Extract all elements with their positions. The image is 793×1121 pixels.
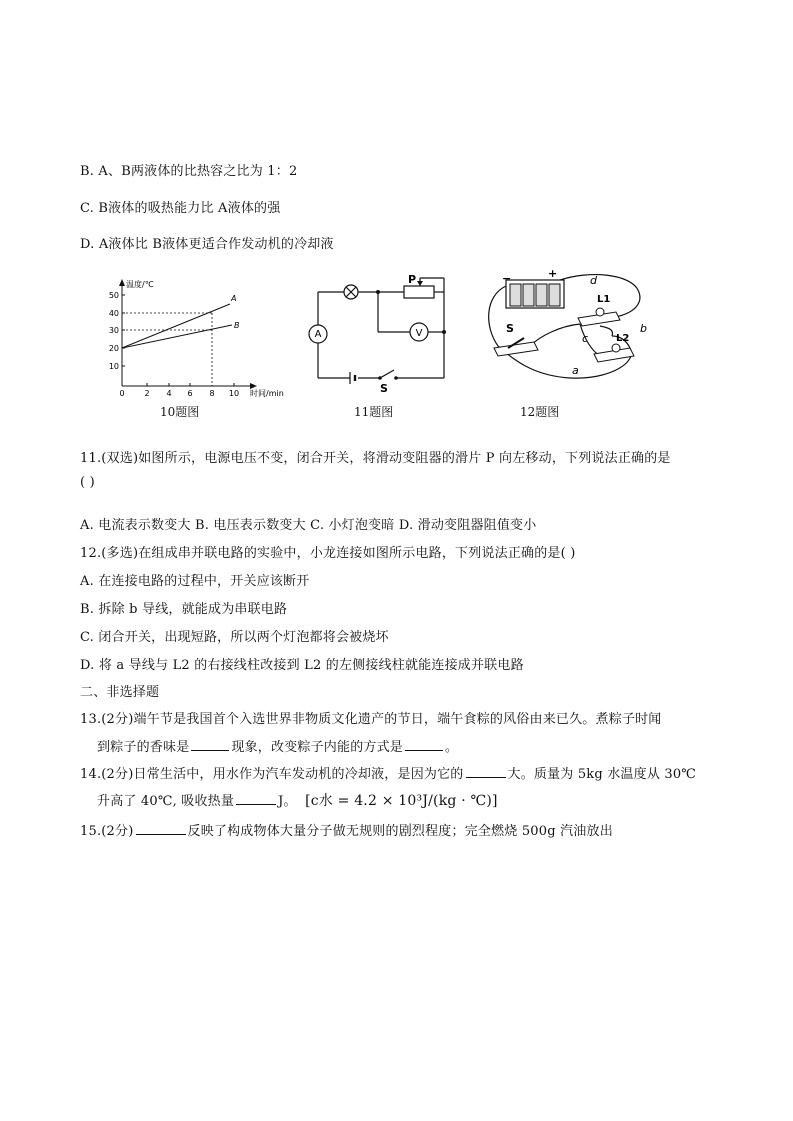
q11-stem: 11.(双选)如图所示，电源电压不变，闭合开关，将滑动变阻器的滑片 P 向左移动，下列说法正确的是 [80, 451, 671, 466]
q10-option-b: B. A、B两液体的比热容之比为 1：2 [80, 164, 298, 179]
line-a [122, 304, 230, 348]
wire-d-label: d [590, 274, 597, 287]
graph-xlabel: 时间/min [250, 389, 284, 398]
caption-11: 11题图 [354, 405, 394, 419]
q14-line2 [97, 790, 498, 810]
wire-c-label: c [582, 332, 589, 345]
q13-line1: 13.(2分)端午节是我国首个入选世界非物质文化遗产的节日，端午食粽的风俗由来已久。煮粽子时闻 [80, 712, 662, 727]
q14-text-3: 升高了 40℃, 吸收热量 [97, 794, 235, 809]
ytick-10: 10 [108, 362, 119, 371]
q12-option-d: D. 将 a 导线与 L2 的右接线柱改接到 L2 的左侧接线柱就能连接成并联电路 [80, 658, 524, 673]
q11-answer-paren: ( ) [80, 475, 95, 490]
q13-text-3: 。 [445, 740, 459, 755]
figure-10-graph [100, 270, 300, 400]
graph-ylabel: 温度/℃ [126, 280, 154, 289]
caption-12: 12题图 [520, 405, 560, 419]
rheostat-p-label: P [408, 273, 417, 286]
q10-option-d: D. A液体比 B液体更适合作发动机的冷却液 [80, 237, 334, 252]
figure-11-circuit [300, 272, 460, 394]
q15-prefix: 15.(2分) [80, 824, 134, 839]
q14-line1 [80, 763, 696, 782]
xtick-0: 0 [119, 389, 125, 398]
xtick-8: 8 [209, 389, 215, 398]
q13-blank-1[interactable] [191, 738, 229, 751]
ytick-30: 30 [108, 326, 119, 335]
switch-s-label: S [380, 382, 388, 394]
xtick-10: 10 [228, 389, 240, 398]
q13-blank-2[interactable] [405, 738, 443, 751]
section-title: 二、非选择题 [80, 685, 160, 700]
xtick-2: 2 [144, 389, 150, 398]
q14-formula: [c水 = 4.2 × 10³J/(kg · ℃)] [305, 793, 498, 809]
ammeter-label: A [314, 329, 322, 340]
q14-text-1: 14.(2分)日常生活中，用水作为汽车发动机的冷却液，是因为它的 [80, 767, 464, 782]
xtick-6: 6 [187, 389, 193, 398]
caption-10: 10题图 [160, 405, 200, 419]
lamp-l1-label: L1 [597, 294, 611, 305]
battery-minus: − [502, 272, 512, 285]
q12-option-b: B. 拆除 b 导线，就能成为串联电路 [80, 602, 288, 617]
ytick-40: 40 [108, 309, 119, 318]
wire-a-label: a [572, 364, 579, 377]
switch-s12-label: S [506, 322, 514, 335]
wire-b-label: b [640, 322, 647, 335]
q13-text-2: 现象，改变粽子内能的方式是 [231, 740, 404, 755]
lamp-l2-label: L2 [616, 333, 630, 344]
q14-text-2: 大。质量为 5kg 水温度从 30℃ [507, 767, 697, 782]
figure-12-circuit [480, 266, 652, 390]
q14-blank-1[interactable] [466, 765, 506, 778]
q12-option-c: C. 闭合开关，出现短路，所以两个灯泡都将会被烧坏 [80, 630, 389, 645]
q13-text-1: 到粽子的香味是 [97, 740, 190, 755]
ytick-20: 20 [108, 344, 119, 353]
ytick-50: 50 [108, 291, 119, 300]
q15-line [80, 820, 613, 839]
xtick-4: 4 [166, 389, 172, 398]
q12-option-a: A. 在连接电路的过程中，开关应该断开 [80, 574, 310, 589]
q14-blank-2[interactable] [236, 792, 276, 805]
line-a-label: A [231, 294, 237, 303]
q15-text: 反映了构成物体大量分子做无规则的剧烈程度；完全燃烧 500g 汽油放出 [187, 824, 613, 839]
q10-option-c: C. B液体的吸热能力比 A液体的强 [80, 201, 281, 216]
q13-line2 [97, 736, 458, 755]
line-b-label: B [234, 321, 240, 330]
q14-text-4: J。 [278, 794, 297, 809]
q15-blank-1[interactable] [136, 822, 186, 835]
voltmeter-label: V [415, 328, 423, 339]
line-b [122, 325, 232, 348]
q12-stem: 12.(多选)在组成串并联电路的实验中，小龙连接如图所示电路，下列说法正确的是( ) [80, 546, 576, 561]
q11-options: A. 电流表示数变大 B. 电压表示数变大 C. 小灯泡变暗 D. 滑动变阻器阻值变小 [80, 518, 537, 533]
battery-plus: + [548, 267, 558, 280]
